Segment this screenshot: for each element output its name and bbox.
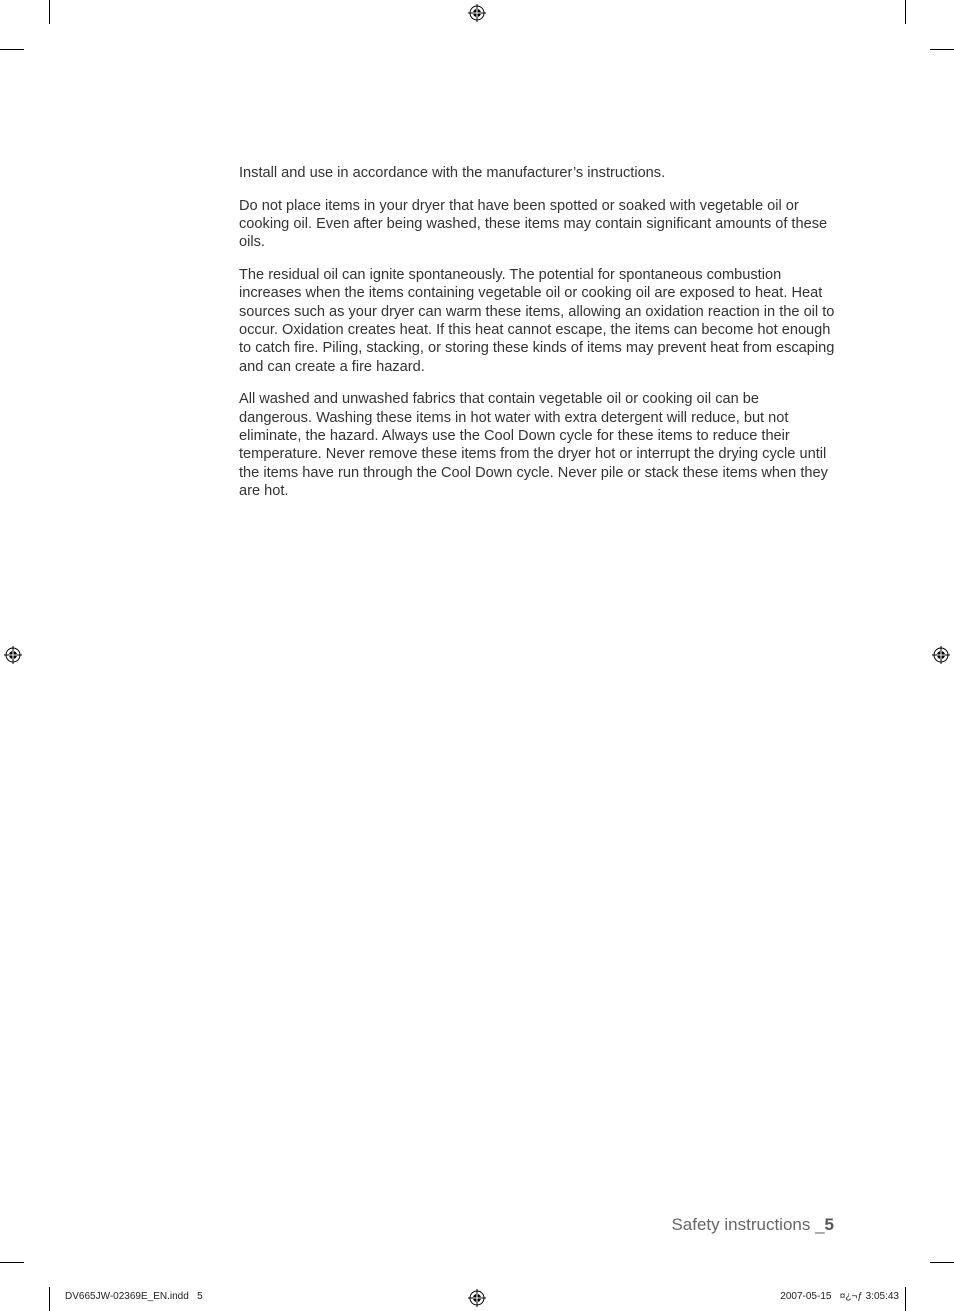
page-footer	[671, 1215, 834, 1235]
crop-mark-top-left	[49, 0, 50, 24]
crop-mark-top-right-h	[930, 49, 954, 50]
registration-mark-icon	[932, 646, 950, 664]
paragraph: The residual oil can ignite spontaneously. The potential for spontaneous combustion increases when the items containing vegetable oil or cooking oil are exposed to heat. Heat sources such as your dryer can warm these items, allowing an oxidation reaction in the oil to occur. Oxidation creates heat. If this heat cannot escape, the items can become hot enough to catch fire. Piling, stacking, or storing these kinds of items may prevent heat from escaping and can create a fire hazard.	[239, 267, 835, 375]
paragraph: Install and use in accordance with the manufacturer’s instructions.	[239, 165, 666, 181]
crop-mark-bottom-right	[905, 1287, 906, 1311]
footer-section-title: Safety instructions _	[671, 1215, 825, 1234]
slug-timestamp: 2007-05-15 ¤¿¬ƒ 3:05:43	[780, 1291, 899, 1302]
crop-mark-bottom-right-h	[930, 1262, 954, 1263]
crop-mark-top-right	[905, 0, 906, 24]
page-number: 5	[824, 1215, 834, 1234]
registration-mark-icon	[468, 4, 486, 22]
slug-file-name: DV665JW-02369E_EN.indd 5	[65, 1291, 203, 1302]
crop-mark-bottom-left-h	[0, 1262, 24, 1263]
crop-mark-bottom-left	[49, 1287, 50, 1311]
paragraph: Do not place items in your dryer that have been spotted or soaked with vegetable oil or cooking oil. Even after being washed, these items may contain significant amounts of these oils.	[239, 197, 828, 251]
registration-mark-icon	[468, 1289, 486, 1307]
crop-mark-top-left-h	[0, 49, 24, 50]
safety-body-text	[239, 164, 835, 515]
paragraph: All washed and unwashed fabrics that contain vegetable oil or cooking oil can be dangerous. Washing these items in hot water with extra detergent will reduce, but not eliminate, the hazard. Always use the Cool Down cycle for these items to reduce their temperature. Never remove these items from the dryer hot or interrupt the drying cycle until the items have run through the Cool Down cycle. Never pile or stack these items when they are hot.	[239, 391, 828, 499]
registration-mark-icon	[4, 646, 22, 664]
